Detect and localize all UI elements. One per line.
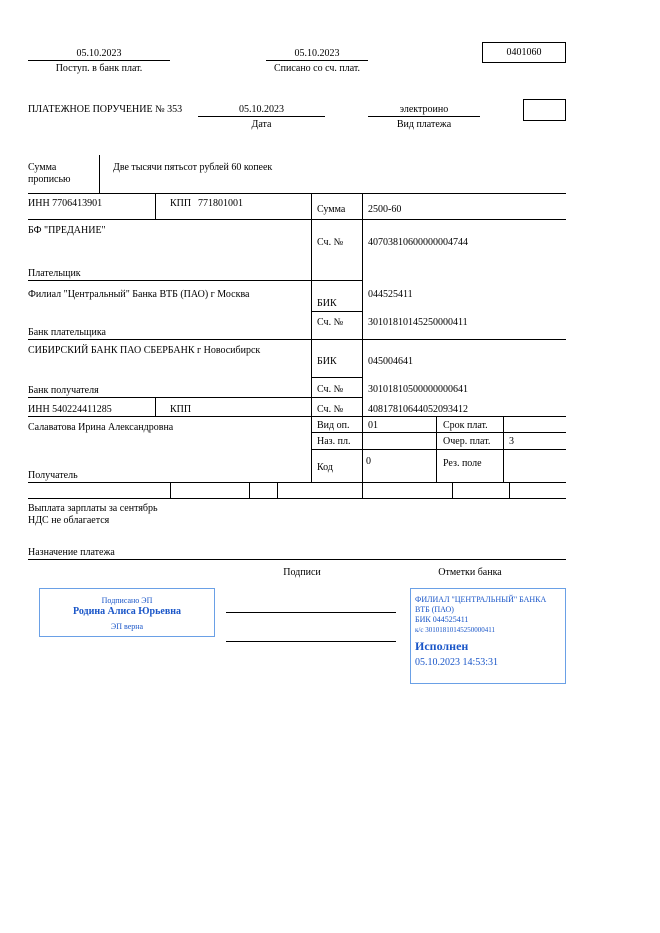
kod-label: Код [317, 462, 333, 473]
signatures-label: Подписи [283, 567, 321, 578]
debited-date-line [266, 60, 368, 61]
bank-stamp-datetime: 05.10.2023 14:53:31 [415, 657, 499, 668]
payer-role-label: Плательщик [28, 268, 81, 279]
payee-account: 40817810644052093412 [368, 404, 468, 415]
payment-type-line [368, 116, 480, 117]
purpose-line-1: Выплата зарплаты за сентябрь [28, 503, 158, 514]
payer-account: 40703810600000004744 [368, 237, 468, 248]
divider [155, 397, 156, 416]
payer-bank-name: Филиал "Центральный" Банка ВТБ (ПАО) г Москва [28, 289, 250, 300]
payee-bank-account-label: Сч. № [317, 384, 344, 395]
vid-op: 01 [368, 420, 378, 431]
rule [28, 219, 312, 220]
payer-account-label: Сч. № [317, 237, 344, 248]
naz-label: Наз. пл. [317, 436, 351, 447]
debited-label: Списано со сч. плат. [273, 63, 361, 74]
signature-line-2 [226, 641, 396, 642]
rule [311, 377, 362, 378]
payer-kpp-label: КПП [170, 198, 192, 209]
srok-label: Срок плат. [443, 420, 488, 431]
rule [311, 219, 362, 220]
sum-label: Сумма [317, 204, 346, 215]
rez-label: Рез. поле [443, 458, 482, 469]
debited-date: 05.10.2023 [294, 48, 340, 59]
order-date-line [198, 116, 325, 117]
divider [155, 193, 156, 219]
purpose-line-2: НДС не облагается [28, 515, 110, 526]
signature-verified: ЭП верна [110, 622, 144, 631]
empty-code-box [523, 99, 566, 121]
amount-words-divider [99, 155, 100, 193]
payment-type: электроино [399, 104, 449, 115]
payee-role-label: Получатель [28, 470, 78, 481]
payer-inn: ИНН 7706413901 [28, 198, 103, 209]
payee-bank-account: 30101810500000000641 [368, 384, 468, 395]
payer-bank-account: 30101810145250000411 [368, 317, 468, 328]
payment-type-label: Вид платежа [396, 119, 452, 130]
received-label: Поступ. в банк плат. [55, 63, 143, 74]
received-date-line [28, 60, 170, 61]
bank-marks-label: Отметки банка [438, 567, 502, 578]
tax-cell-divider [509, 482, 510, 498]
tax-cell-divider [277, 482, 278, 498]
rule [311, 311, 362, 312]
payee-bank-bik-label: БИК [317, 356, 337, 367]
payer-bank-bik: 044525411 [368, 289, 413, 300]
rule [28, 482, 566, 483]
tax-cell-divider [249, 482, 250, 498]
order-date: 05.10.2023 [239, 104, 284, 115]
amount-words-value: Две тысячи пятьсот рублей 60 копеек [113, 162, 273, 173]
rule [311, 449, 566, 450]
kod-value: 0 [366, 456, 371, 467]
rule [28, 280, 362, 281]
payer-kpp: 771801001 [198, 198, 243, 209]
tax-cell-divider [170, 482, 171, 498]
payee-bank-role-label: Банк получателя [28, 385, 99, 396]
payee-kpp-label: КПП [170, 404, 192, 415]
tax-cell-divider [452, 482, 453, 498]
rule [28, 193, 566, 194]
rule [311, 432, 566, 433]
rule [28, 416, 566, 417]
payee-bank-bik: 045004641 [368, 356, 413, 367]
amount-words-label-2: прописью [28, 174, 71, 185]
signature-line-1 [226, 612, 396, 613]
rule [28, 559, 566, 560]
rule [28, 397, 362, 398]
payee-name: Салаватова Ирина Александровна [28, 422, 174, 433]
value-divider [362, 193, 363, 499]
signed-label: Подписано ЭП [101, 596, 153, 605]
payer-bank-bik-label: БИК [317, 298, 337, 309]
form-code: 0401060 [506, 47, 542, 58]
rule [28, 339, 566, 340]
payer-bank-role-label: Банк плательщика [28, 327, 106, 338]
center-divider [311, 193, 312, 416]
rule [28, 498, 566, 499]
payee-inn: ИНН 540224411285 [28, 404, 112, 415]
rule [362, 219, 566, 220]
sum-value: 2500-60 [368, 204, 402, 215]
bank-stamp-line-3: БИК 044525411 [415, 615, 469, 624]
purpose-label: Назначение платежа [28, 547, 115, 558]
ocher-value: 3 [509, 436, 514, 447]
bank-stamp-line-2: ВТБ (ПАО) [415, 605, 454, 614]
payee-bank-name: СИБИРСКИЙ БАНК ПАО СБЕРБАНК г Новосибирск [28, 345, 261, 356]
payer-bank-account-label: Сч. № [317, 317, 344, 328]
vid-op-label: Вид оп. [317, 420, 350, 431]
ocher-label: Очер. плат. [443, 436, 491, 447]
payee-account-label: Сч. № [317, 404, 344, 415]
order-title: ПЛАТЕЖНОЕ ПОРУЧЕНИЕ № 353 [28, 104, 183, 115]
bank-stamp-line-4: к/с 30101810145250000411 [415, 626, 495, 634]
bank-stamp-line-1: ФИЛИАЛ "ЦЕНТРАЛЬНЫЙ" БАНКА [415, 595, 547, 604]
signer-name: Родина Алиса Юрьевна [72, 606, 182, 617]
bank-stamp-status: Исполнен [415, 639, 469, 653]
received-date: 05.10.2023 [76, 48, 122, 59]
order-date-label: Дата [251, 119, 272, 130]
payer-name: БФ "ПРЕДАНИЕ" [28, 225, 106, 236]
amount-words-label-1: Сумма [28, 162, 57, 173]
